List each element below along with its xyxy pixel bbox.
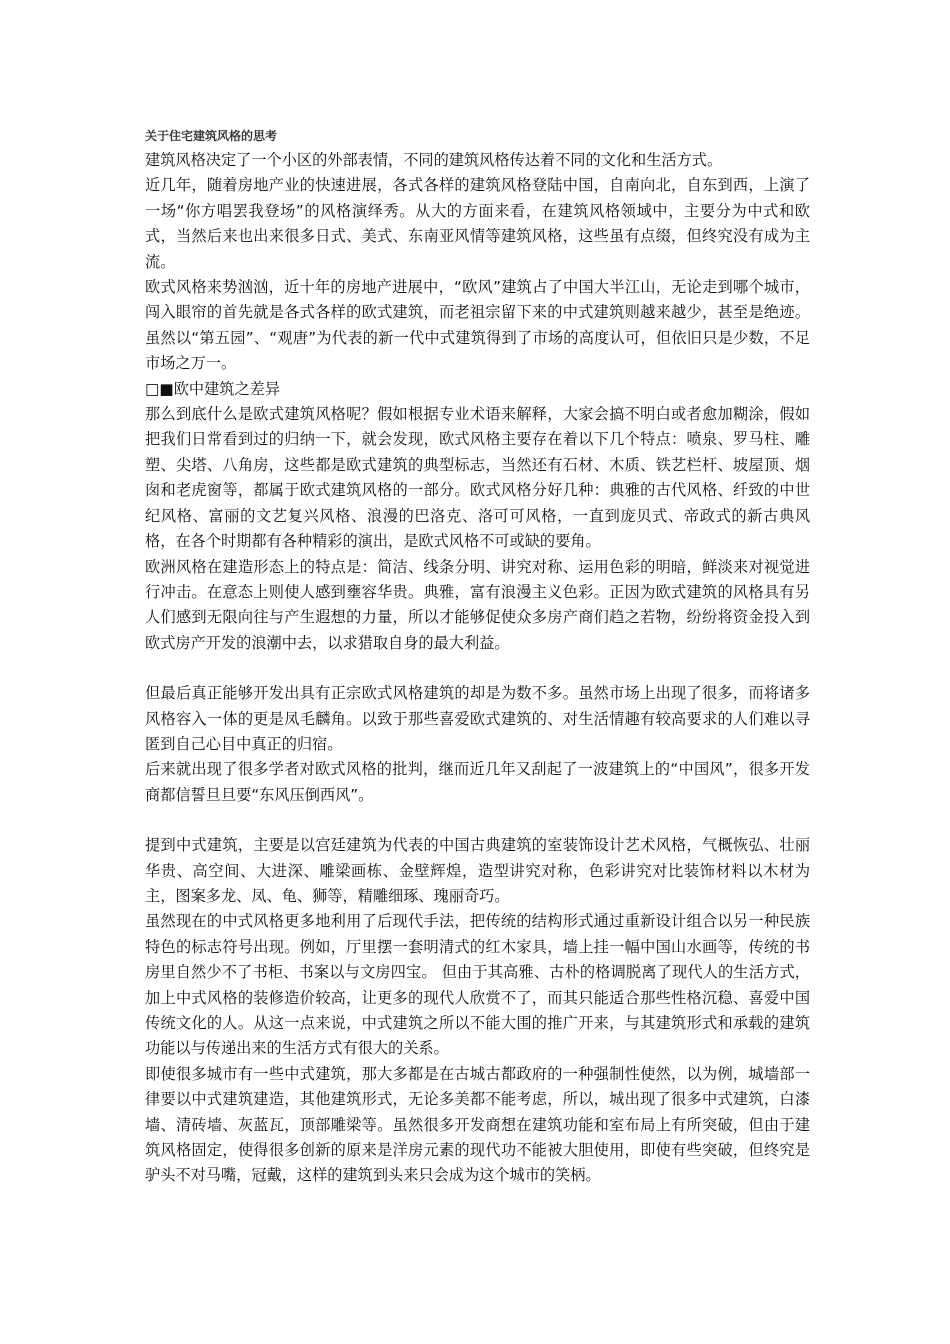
document-page (145, 126, 810, 1189)
paragraph-chinese-style: 提到中式建筑，主要是以宫廷建筑为代表的中国古典建筑的室装饰设计艺术风格，气概恢弘、壮丽华贵、高空间、大进深、雕梁画栋、金壁辉煌，造型讲究对称，色彩讲究对比装饰材料以木材为主，图案多龙、凤、龟、狮等，精雕细琢、瑰丽奇巧。 (145, 836, 810, 905)
document-title: 关于住宅建筑风格的思考 (145, 129, 278, 143)
paragraph-authentic-few: 但最后真正能够开发出具有正宗欧式风格建筑的却是为数不多。虽然市场上出现了很多，而将诸多风格容入一体的更是凤毛麟角。以致于那些喜爱欧式建筑的、对生活情趣有较高要求的人们难以寻匿到自己心目中真正的归宿。 (145, 684, 810, 753)
paragraph-city-chinese: 即使很多城市有一些中式建筑，那大多都是在古城古都政府的一种强制性使然，以为例，城墙部一律要以中式建筑建造，其他建筑形式，无论多美都不能考虑，所以，城出现了很多中式建筑，白漆墙、清砖墙、灰蓝瓦，顶部雕梁等。虽然很多开发商想在建筑功能和室布局上有所突破，但由于建筑风格固定，使得很多创新的原来是洋房元素的现代功不能被大胆使用，即使有些突破，但终究是驴头不对马嘴，冠戴，这样的建筑到头来只会成为这个城市的笑柄。 (145, 1064, 810, 1185)
paragraph-spacer (145, 808, 810, 833)
paragraph-recent-years: 近几年，随着房地产业的快速进展，各式各样的建筑风格登陆中国，自南向北，自东到西，上演了一场“你方唱罢我登场”的风格演绎秀。从大的方面来看，在建筑风格领域中，主要分为中式和欧式，当然后来也出来很多日式、美式、东南亚风情等建筑风格，这些虽有点缀，但终究没有成为主流。 (145, 176, 810, 271)
paragraph-spacer (145, 656, 810, 681)
paragraph-european-form: 欧洲风格在建造形态上的特点是：简洁、线条分明、讲究对称、运用色彩的明暗，鲜淡来对视觉进行冲击。在意态上则使人感到壅容华贵。典雅，富有浪漫主义色彩。正因为欧式建筑的风格具有另人们感到无限向往与产生遐想的力量，所以才能够促使众多房产商们趋之若物，纷纷将资金投入到欧式房产开发的浪潮中去，以求猎取自身的最大利益。 (145, 557, 810, 652)
paragraph-intro: 建筑风格决定了一个小区的外部表情，不同的建筑风格传达着不同的文化和生活方式。 (145, 151, 723, 169)
paragraph-china-wind: 后来就出现了很多学者对欧式风格的批判，继而近几年又刮起了一波建筑上的“中国风”，很多开发商都信誓旦旦要“东风压倒西风”。 (145, 760, 810, 804)
paragraph-european-trend: 欧式风格来势汹汹，近十年的房地产进展中，“欧风”建筑占了中国大半江山，无论走到哪个城市，闯入眼帘的首先就是各式各样的欧式建筑，而老祖宗留下来的中式建筑则越来越少，甚至是绝迹。虽然以“第五园”、“观唐”为代表的新一代中式建筑得到了市场的高度认可，但依旧只是少数，不足市场之万一。 (145, 278, 810, 373)
paragraph-european-features: 那么到底什么是欧式建筑风格呢？假如根据专业术语来解释，大家会搞不明白或者愈加糊涂，假如把我们日常看到过的归纳一下，就会发现，欧式风格主要存在着以下几个特点：喷泉、罗马柱、雕塑、尖塔、八角房，这些都是欧式建筑的典型标志，当然还有石材、木质、铁艺栏杆、坡屋顶、烟囱和老虎窗等，都属于欧式建筑风格的一部分。欧式风格分好几种：典雅的古代风格、纤致的中世纪风格、富丽的文艺复兴风格、浪漫的巴洛克、洛可可风格，一直到庞贝式、帝政式的新古典风格，在各个时期都有各种精彩的演出，是欧式风格不可或缺的要角。 (145, 405, 810, 551)
paragraph-modern-chinese: 虽然现在的中式风格更多地利用了后现代手法，把传统的结构形式通过重新设计组合以另一种民族特色的标志符号出现。例如，厅里摆一套明清式的红木家具，墙上挂一幅中国山水画等，传统的书房里自然少不了书柜、书案以与文房四宝。 但由于其高雅、古朴的格调脱离了现代人的生活方式，加上中式风格的装修造价较高，让更多的现代人欣赏不了，而其只能适合那些性格沉稳、喜爱中国传统文化的人。从这一点来说，中式建筑之所以不能大围的推广开来，与其建筑形式和承载的建筑功能以与传递出来的生活方式有很大的关系。 (145, 912, 810, 1058)
section-heading-differences: □■欧中建筑之差异 (145, 379, 281, 398)
